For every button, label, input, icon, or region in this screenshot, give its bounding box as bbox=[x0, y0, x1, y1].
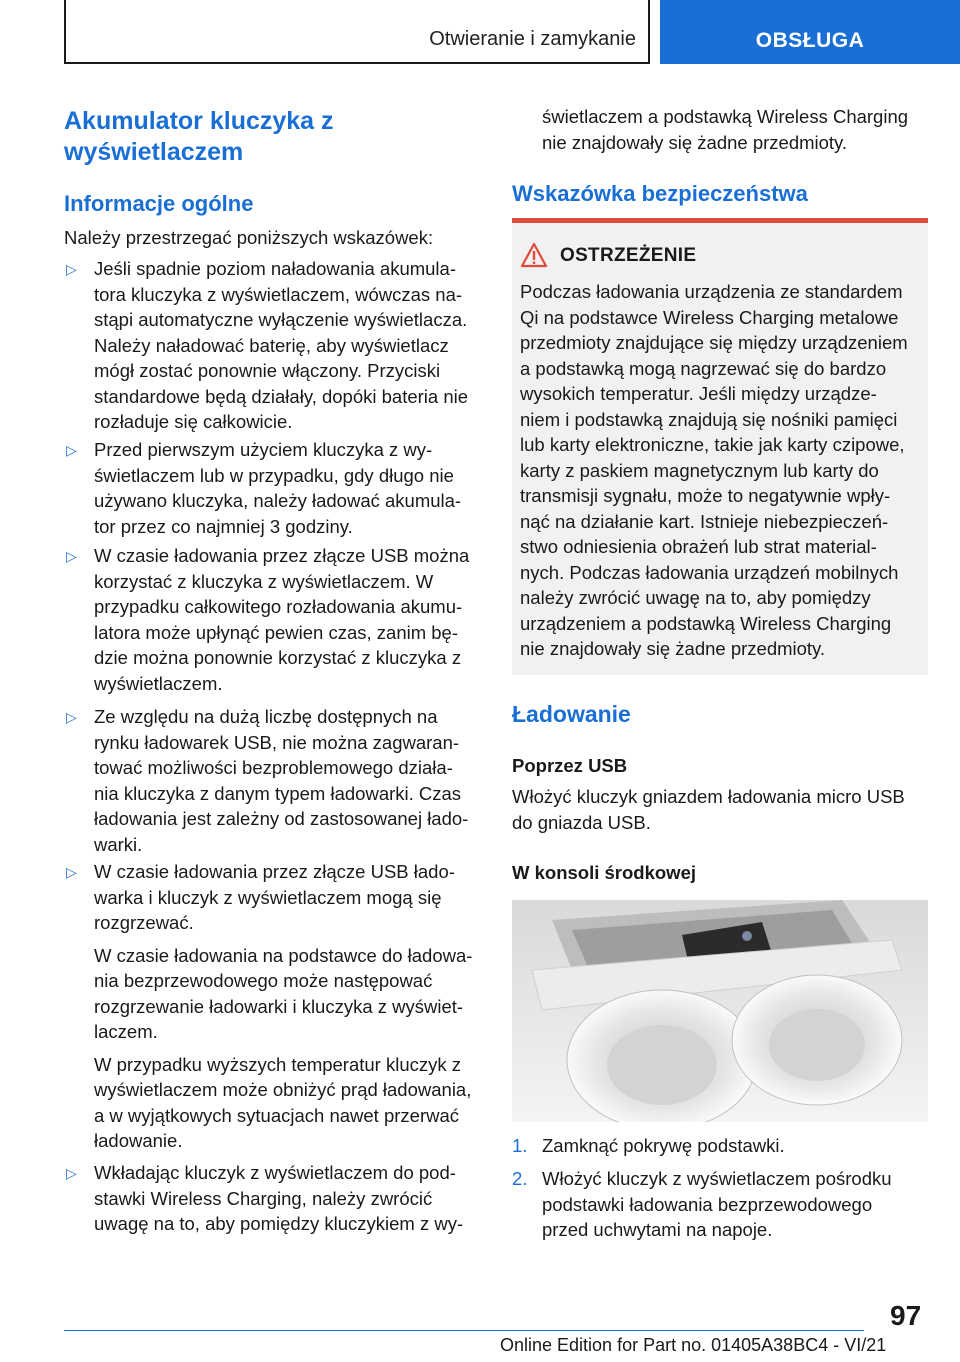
list-item-line: W przypadku wyższych temperatur kluczyk z bbox=[94, 1053, 462, 1075]
step-number: 2. bbox=[512, 1168, 528, 1189]
console-heading: W konsoli środkowej bbox=[512, 862, 696, 883]
warning-text bbox=[520, 279, 920, 662]
usb-heading: Poprzez USB bbox=[512, 755, 628, 776]
console-illustration bbox=[512, 900, 928, 1122]
warning-triangle-icon bbox=[520, 242, 548, 268]
page-title-line2: wyświetlaczem bbox=[64, 138, 244, 166]
list-item bbox=[64, 1160, 478, 1237]
list-item-line: Należy naładować baterię, aby wyświetlacz bbox=[94, 334, 449, 356]
list-item-line: tować możliwości bezproblemowego działa- bbox=[94, 757, 453, 778]
warning-line: Qi na podstawce Wireless Charging metalowe bbox=[520, 306, 899, 328]
list-item-line: rozładuje się całkowicie. bbox=[94, 411, 293, 432]
list-item-line: latora może upłynąć pewien czas, zanim bę- bbox=[94, 621, 459, 643]
usb-text bbox=[512, 784, 928, 835]
warning-line: wysokich temperatur. Jeśli między urządze- bbox=[520, 383, 877, 404]
list-item-line: dzie można ponownie korzystać z kluczyka z bbox=[94, 647, 462, 668]
list-item-line: rozgrzewanie ładowarki i kluczyka z wyświet- bbox=[94, 995, 464, 1017]
list-item-line: Wkładając kluczyk z wyświetlaczem do pod- bbox=[94, 1162, 456, 1183]
page-title-line1: Akumulator kluczyka z bbox=[64, 107, 334, 135]
step-item bbox=[512, 1166, 928, 1243]
page-number: 97 bbox=[890, 1300, 922, 1331]
list-item-line: warka i kluczyk z wyświetlaczem mogą się bbox=[94, 886, 442, 908]
warning-line: nych. Podczas ładowania urządzeń mobilnych bbox=[520, 561, 899, 583]
subtitle-general-info: Informacje ogólne bbox=[64, 191, 254, 216]
triangle-bullet-icon: ▷ bbox=[66, 261, 77, 277]
list-item-line: warki. bbox=[94, 833, 143, 855]
warning-line: urządzeniem a podstawką Wireless Charging bbox=[520, 612, 892, 634]
list-item-line: nia bezprzewodowego może następować bbox=[94, 970, 433, 991]
list-item-line: świetlaczem lub w przypadku, gdy długo nie bbox=[94, 464, 454, 486]
usb-text-line: do gniazda USB. bbox=[512, 811, 651, 833]
step-line: Włożyć kluczyk z wyświetlaczem pośrodku bbox=[542, 1168, 892, 1189]
warning-line: transmisji sygnału, może to negatywnie wpły- bbox=[520, 485, 891, 506]
header-rule-bottom bbox=[64, 62, 650, 64]
list-item-line: stawki Wireless Charging, należy zwrócić bbox=[94, 1187, 433, 1209]
warning-line: a podstawką mogą nagrzewać się do bardzo bbox=[520, 357, 887, 379]
list-item-line: uwagę na to, aby pomiędzy kluczykiem z wy- bbox=[94, 1213, 464, 1234]
triangle-bullet-icon: ▷ bbox=[66, 442, 77, 458]
step-line: podstawki ładowania bezprzewodowego bbox=[542, 1193, 873, 1215]
list-item bbox=[64, 704, 478, 857]
list-item-line: tor przez co najmniej 3 godziny. bbox=[94, 515, 353, 537]
list-item-line: nia kluczyka z danym typem ładowarki. Czas bbox=[94, 782, 462, 804]
section-tab[interactable]: OBSŁUGA bbox=[660, 0, 960, 64]
list-item-line: W czasie ładowania przez złącze USB można bbox=[94, 545, 470, 566]
list-item-line: tora kluczyka z wyświetlaczem, wówczas na- bbox=[94, 283, 463, 305]
warning-line: nie znajdowały się żadne przedmioty. bbox=[520, 638, 826, 659]
triangle-bullet-icon: ▷ bbox=[66, 548, 77, 564]
list-item-line: stąpi automatyczne wyłączenie wyświetlacza. bbox=[94, 309, 468, 330]
list-item bbox=[64, 543, 478, 696]
list-item-line: rozgrzewać. bbox=[94, 912, 194, 933]
list-item-line: Ze względu na dużą liczbę dostępnych na bbox=[94, 706, 438, 727]
header-rule-mid bbox=[648, 0, 650, 64]
list-item-line: standardowe będą działały, dopóki bateria nie bbox=[94, 385, 469, 407]
list-item-line: W czasie ładowania przez złącze USB łado- bbox=[94, 861, 455, 882]
list-item-line: korzystać z kluczyka z wyświetlaczem. W bbox=[94, 570, 434, 592]
step-item bbox=[512, 1133, 928, 1159]
continuation-line: świetlaczem a podstawką Wireless Charging bbox=[542, 106, 909, 127]
intro-text: Należy przestrzegać poniższych wskazówek: bbox=[64, 227, 434, 248]
triangle-bullet-icon: ▷ bbox=[66, 864, 77, 880]
warning-line: lub karty elektroniczne, takie jak karty czipowe, bbox=[520, 434, 905, 455]
list-item-line: przypadku całkowitego rozładowania akumu- bbox=[94, 596, 463, 617]
warning-title: OSTRZEŻENIE bbox=[560, 245, 697, 266]
warning-line: karty z paskiem magnetycznym lub karty do bbox=[520, 459, 879, 481]
chapter-title: Otwieranie i zamykanie bbox=[429, 28, 636, 50]
list-item-line: rynku ładowarek USB, nie można zagwaran- bbox=[94, 731, 460, 753]
list-item-line: Przed pierwszym użyciem kluczyka z wy- bbox=[94, 439, 433, 460]
list-item bbox=[64, 437, 478, 539]
footer-rule bbox=[64, 1330, 864, 1331]
list-item-line: wyświetlaczem. bbox=[94, 672, 223, 694]
warning-line: należy zwrócić uwagę na to, aby pomiędzy bbox=[520, 587, 871, 608]
warning-line: nąć na działanie kart. Istnieje niebezpieczeń- bbox=[520, 510, 889, 532]
center-console-photo bbox=[512, 900, 928, 1122]
list-item-line: mógł zostać ponownie włączony. Przyciski bbox=[94, 360, 441, 381]
triangle-bullet-icon: ▷ bbox=[66, 1165, 77, 1181]
safety-heading: Wskazówka bezpieczeństwa bbox=[512, 181, 808, 206]
warning-line: przedmioty znajdujące się między urządzeniem bbox=[520, 332, 908, 353]
warning-line: niem i podstawką znajdują się nośniki pamięci bbox=[520, 408, 898, 430]
triangle-bullet-icon: ▷ bbox=[66, 709, 77, 725]
charging-heading: Ładowanie bbox=[512, 701, 631, 727]
list-item bbox=[64, 256, 478, 435]
list-item bbox=[64, 859, 478, 1154]
continuation-line: nie znajdowały się żadne przedmioty. bbox=[542, 131, 848, 153]
list-item-line: W czasie ładowania na podstawce do ładowa- bbox=[94, 944, 473, 966]
step-line: Zamknąć pokrywę podstawki. bbox=[542, 1135, 785, 1156]
list-item-line: używano kluczyka, należy ładować akumula- bbox=[94, 490, 462, 511]
step-number: 1. bbox=[512, 1135, 528, 1156]
warning-line: Podczas ładowania urządzenia ze standardem bbox=[520, 281, 903, 302]
list-item-line: a w wyjątkowych sytuacjach nawet przerwać bbox=[94, 1104, 460, 1126]
list-item-line: laczem. bbox=[94, 1021, 158, 1042]
list-item-line: ładowanie. bbox=[94, 1130, 183, 1151]
usb-text-line: Włożyć kluczyk gniazdem ładowania micro USB bbox=[512, 786, 905, 807]
step-line: przed uchwytami na napoje. bbox=[542, 1219, 773, 1240]
footer-edition: Online Edition for Part no. 01405A38BC4 - VI/21 bbox=[500, 1335, 887, 1355]
list-item-line: Jeśli spadnie poziom naładowania akumula- bbox=[94, 258, 456, 279]
list-item-line: ładowania jest zależny od zastosowanej łado- bbox=[94, 808, 469, 829]
continuation-text bbox=[542, 104, 932, 155]
list-item-line: wyświetlaczem może obniżyć prąd ładowania, bbox=[94, 1079, 472, 1100]
warning-line: stwo odniesienia obrażeń lub strat material- bbox=[520, 536, 877, 557]
